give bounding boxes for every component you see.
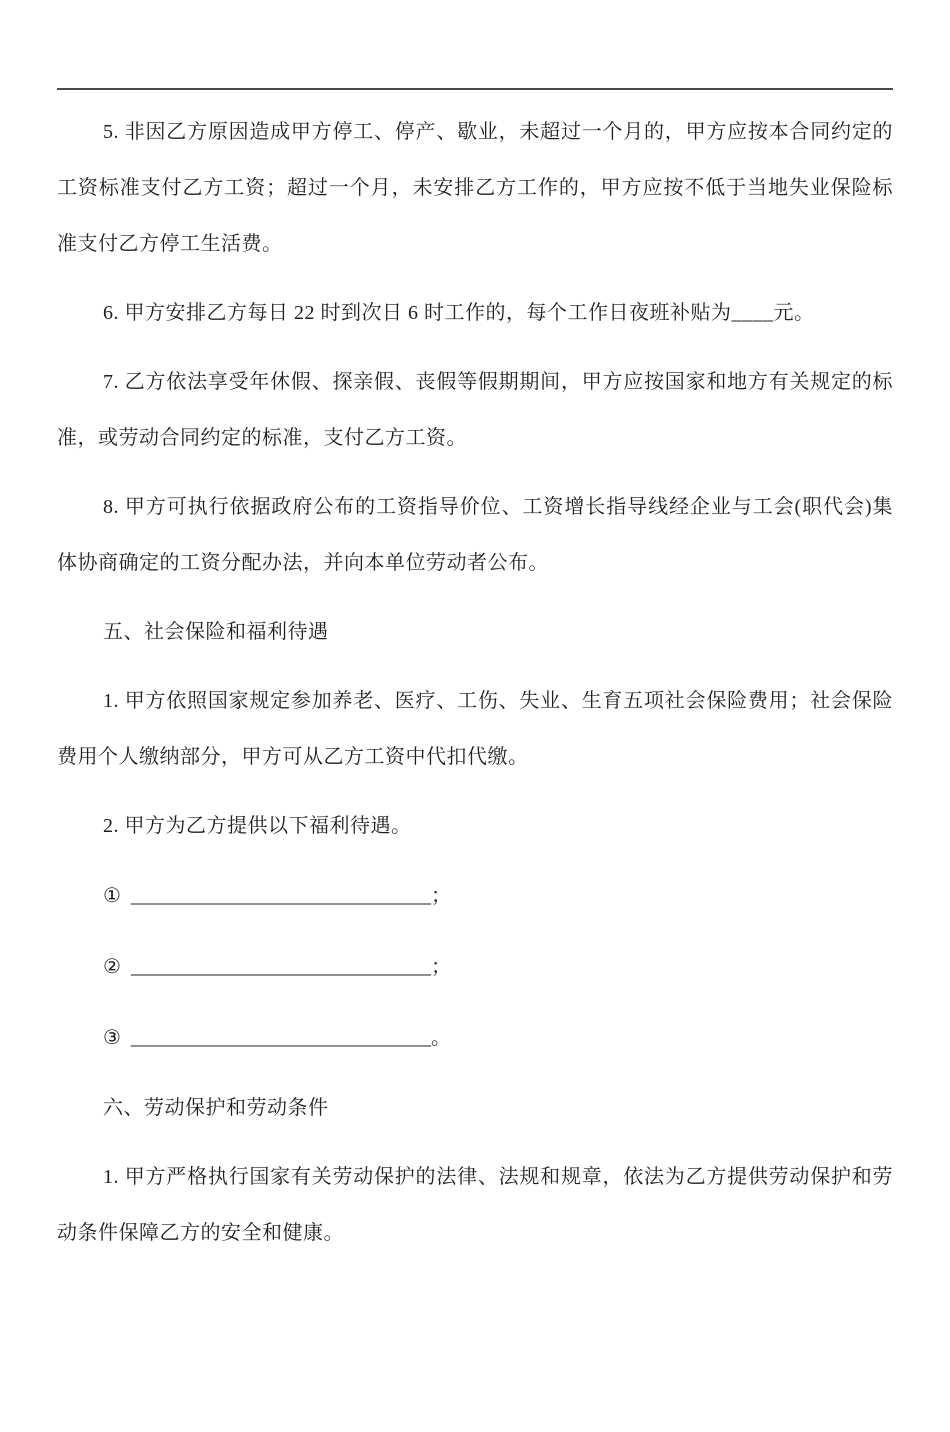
blank-2-punctuation: ； bbox=[430, 956, 451, 978]
welfare-blank-line-1 bbox=[57, 867, 893, 925]
fill-in-blank-3: ______________________________ bbox=[130, 1027, 431, 1049]
document-page bbox=[0, 88, 950, 1432]
paragraph-labor-protection-1: 1. 甲方严格执行国家有关劳动保护的法律、法规和规章，依法为乙方提供劳动保护和劳动条件保障乙方的安全和健康。 bbox=[57, 1166, 893, 1244]
paragraph-social-insurance-2: 2. 甲方为乙方提供以下福利待遇。 bbox=[103, 815, 412, 837]
circled-number-1: ① bbox=[103, 885, 121, 907]
paragraph-clause-8: 8. 甲方可执行依据政府公布的工资指导价位、工资增长指导线经企业与工会(职代会)集体协商确定的工资分配办法，并向本单位劳动者公布。 bbox=[57, 496, 893, 574]
paragraph-social-insurance-1: 1. 甲方依照国家规定参加养老、医疗、工伤、失业、生育五项社会保险费用；社会保险费用个人缴纳部分，甲方可从乙方工资中代扣代缴。 bbox=[57, 690, 893, 768]
circled-number-3: ③ bbox=[103, 1027, 121, 1049]
header-divider bbox=[57, 88, 893, 90]
blank-1-punctuation: ； bbox=[430, 885, 451, 907]
paragraph-clause-7: 7. 乙方依法享受年休假、探亲假、丧假等假期期间，甲方应按国家和地方有关规定的标准，或劳动合同约定的标准，支付乙方工资。 bbox=[57, 371, 893, 449]
circled-number-2: ② bbox=[103, 956, 121, 978]
paragraph-clause-5: 5. 非因乙方原因造成甲方停工、停产、歇业，未超过一个月的，甲方应按本合同约定的工资标准支付乙方工资；超过一个月，未安排乙方工作的，甲方应按不低于当地失业保险标准支付乙方停工生活费。 bbox=[57, 121, 893, 255]
fill-in-blank-2: ______________________________ bbox=[130, 956, 431, 978]
welfare-blank-line-2 bbox=[57, 938, 893, 996]
section-heading-6-labor-protection: 六、劳动保护和劳动条件 bbox=[103, 1097, 329, 1119]
blank-3-punctuation: 。 bbox=[430, 1027, 451, 1049]
section-heading-5-social-insurance: 五、社会保险和福利待遇 bbox=[103, 621, 329, 643]
welfare-blank-line-3 bbox=[57, 1009, 893, 1067]
fill-in-blank-1: ______________________________ bbox=[130, 885, 431, 907]
paragraph-clause-6: 6. 甲方安排乙方每日 22 时到次日 6 时工作的，每个工作日夜班补贴为____元。 bbox=[103, 302, 815, 324]
